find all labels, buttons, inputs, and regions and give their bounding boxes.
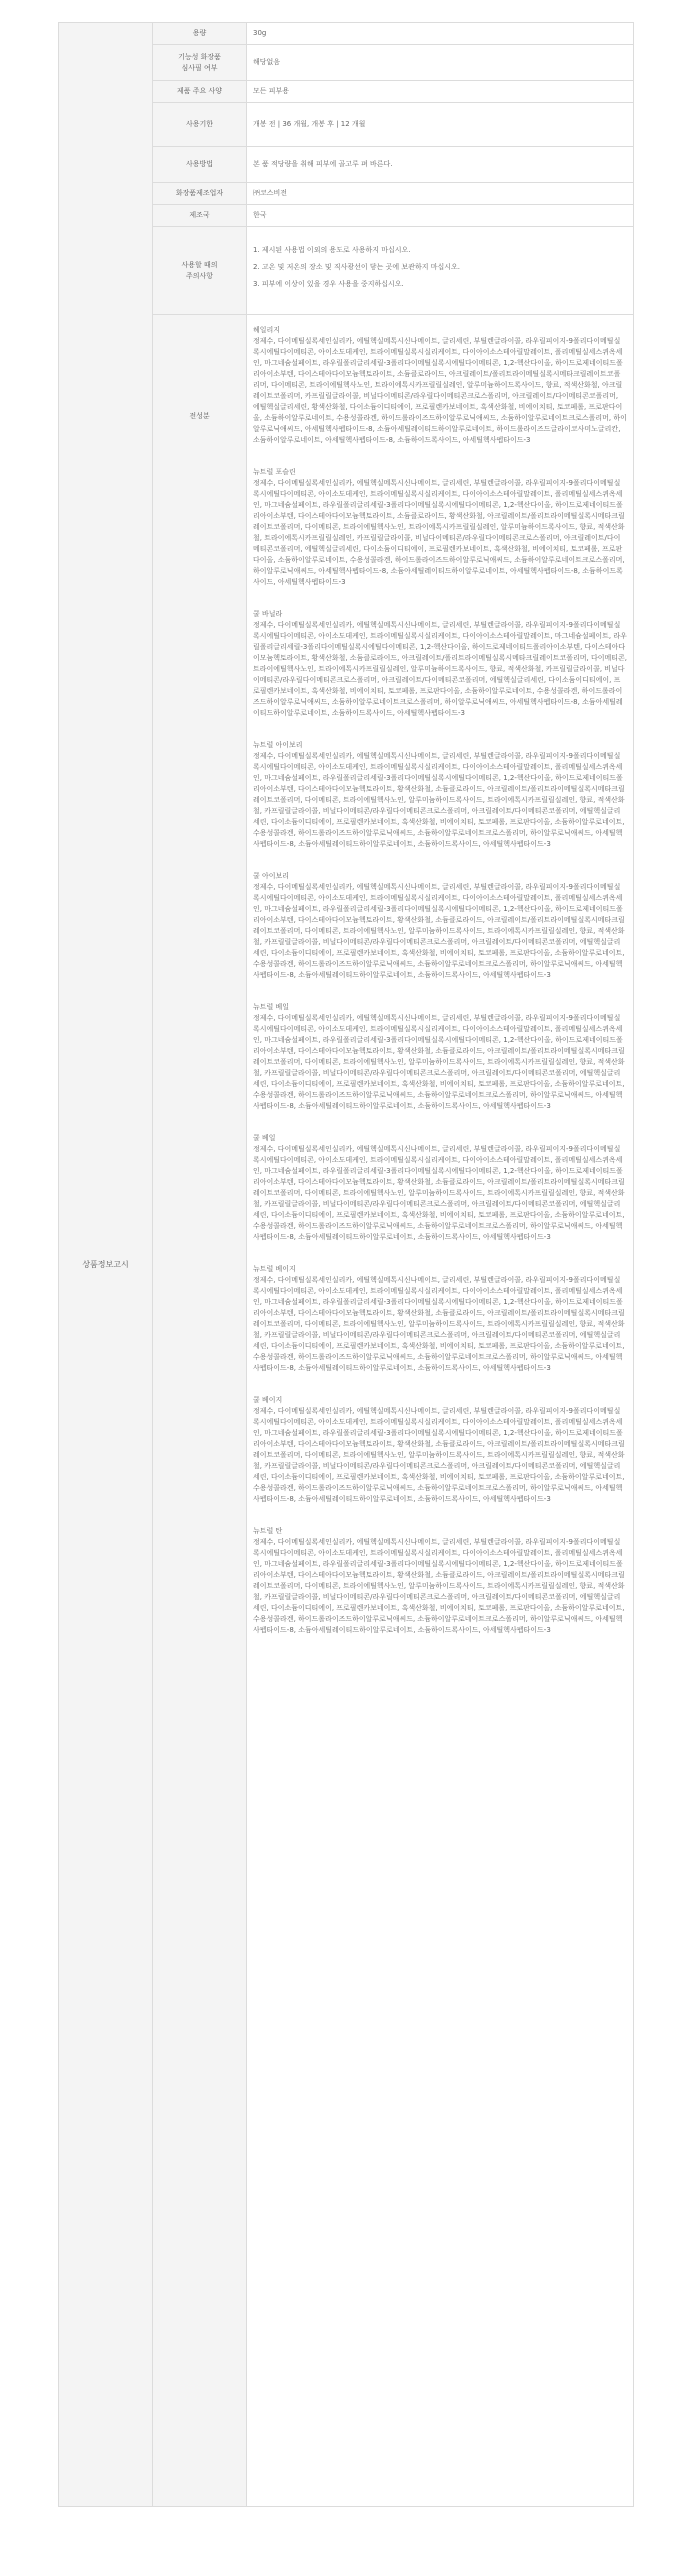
row-value: 본 품 적당량을 취해 피부에 골고루 펴 바른다. (247, 147, 634, 183)
precautions-label: 사용할 때의 주의사항 (181, 260, 218, 280)
ingredients-list (247, 315, 634, 2507)
product-info-table (58, 22, 634, 2507)
row-label: 사용기한 (153, 103, 247, 147)
shade-block (253, 1002, 627, 1112)
shade-block (253, 609, 627, 719)
row-value: 개봉 전 | 36 개월, 개봉 후 | 12 개월 (247, 103, 634, 147)
shade-ingredients: 정제수, 다이메틸실록세인실리카, 에틸헥실메톡시신나메이트, 글리세린, 부틸렌글라이콜, 라우릴피이지-9폴리다이메틸실록시에틸다이메티콘, 아이소도데케인, 트라이메틸실록시실리케이트, 다이아이소스테아릴말레이트, 폴리메틸실세스퀴옥세인, 마그네슘설페이트, 라우릴폴리글리세릴-3폴리다이메틸실록시에틸다이메티콘, 1,2-헥산다이올, 하이드로제네이티드폴리아이소부텐, 다이스테아다이모늄헥토라이트, 황색산화철, 소듐클로라이드, 아크릴레이트/폴리트라이메틸실록시메타크릴레이트코폴리머, 다이메티콘, 트라이에틸헥사노인, 알루미늄하이드록사이드, 트라이에톡시카프릴릴실레인, 향료, 적색산화철, 카프릴릴글라이콜, 비닐다이메티콘/라우릴다이메티콘크로스폴리머, 아크릴레이트/다이메티콘코폴리머, 에틸헥실글리세린, 다이소듐이디티에이, 프로필렌카보네이트, 흑색산화철, 비에이치티, 토코페롤, 프로판다이올, 소듐하이알루로네이트, 수용성콜라겐, 하이드롤라이즈드하이알루로닉애씨드, 소듐하이알루로네이트크로스폴리머, 하이알루로닉애씨드, 아세틸헥사펩타이드-8, 소듐아세틸레이티드하이알루로네이트, 소듐하이드록사이드, 아세틸헥사펩타이드-3 (253, 1407, 625, 1503)
row-label: 용량 (153, 23, 247, 45)
row-label (153, 45, 247, 81)
section-label: 상품정보고시 (59, 23, 153, 2507)
precaution-item: 1. 제시된 사용법 이외의 용도로 사용하지 마십시오. (253, 246, 411, 254)
shade-ingredients: 정제수, 다이메틸실록세인실리카, 에틸헥실메톡시신나메이트, 글리세린, 부틸렌글라이콜, 라우릴피이지-9폴리다이메틸실록시에틸다이메티콘, 아이소도데케인, 트라이메틸실록시실리케이트, 다이아이소스테아릴말레이트, 폴리메틸실세스퀴옥세인, 마그네슘설페이트, 라우릴폴리글리세릴-3폴리다이메틸실록시에틸다이메티콘, 1,2-헥산다이올, 하이드로제네이티드폴리아이소부텐, 다이스테아다이모늄헥토라이트, 황색산화철, 소듐클로라이드, 아크릴레이트/폴리트라이메틸실록시메타크릴레이트코폴리머, 다이메티콘, 트라이에틸헥사노인, 알루미늄하이드록사이드, 트라이에톡시카프릴릴실레인, 향료, 적색산화철, 카프릴릴글라이콜, 비닐다이메티콘/라우릴다이메티콘크로스폴리머, 아크릴레이트/다이메티콘코폴리머, 에틸헥실글리세린, 다이소듐이디티에이, 프로필렌카보네이트, 흑색산화철, 비에이치티, 토코페롤, 프로판다이올, 소듐하이알루로네이트, 수용성콜라겐, 하이드롤라이즈드하이알루로닉애씨드, 소듐하이알루로네이트크로스폴리머, 하이알루로닉애씨드, 아세틸헥사펩타이드-8, 소듐아세틸레이티드하이알루로네이트, 소듐하이드록사이드, 아세틸헥사펩타이드-3 (253, 1276, 625, 1372)
row-label: 전성분 (153, 315, 247, 2507)
shade-name: 뉴트럴 포슬린 (253, 468, 296, 476)
shade-ingredients: 정제수, 다이메틸실록세인실리카, 에틸헥실메톡시신나메이트, 글리세린, 부틸렌글라이콜, 라우릴피이지-9폴리다이메틸실록시에틸다이메티콘, 아이소도데케인, 트라이메틸실록시실리케이트, 다이아이소스테아릴말레이트, 폴리메틸실세스퀴옥세인, 마그네슘설페이트, 라우릴폴리글리세릴-3폴리다이메틸실록시에틸다이메티콘, 1,2-헥산다이올, 하이드로제네이티드폴리아이소부텐, 다이스테아다이모늄헥토라이트, 황색산화철, 소듐클로라이드, 아크릴레이트/폴리트라이메틸실록시메타크릴레이트코폴리머, 다이메티콘, 트라이에틸헥사노인, 알루미늄하이드록사이드, 트라이에톡시카프릴릴실레인, 향료, 적색산화철, 카프릴릴글라이콜, 비닐다이메티콘/라우릴다이메티콘크로스폴리머, 아크릴레이트/다이메티콘코폴리머, 에틸헥실글리세린, 다이소듐이디티에이, 프로필렌카보네이트, 흑색산화철, 비에이치티, 토코페롤, 프로판다이올, 소듐하이알루로네이트, 수용성콜라겐, 하이드롤라이즈드하이알루로닉애씨드, 소듐하이알루로네이트크로스폴리머, 하이알루로닉애씨드, 아세틸헥사펩타이드-8, 소듐아세틸레이티드하이알루로네이트, 소듐하이드록사이드, 아세틸헥사펩타이드-3 (253, 883, 625, 979)
precautions-list (247, 227, 634, 315)
shade-name: 뉴트럴 탄 (253, 1527, 283, 1535)
shade-block (253, 325, 627, 446)
shade-ingredients: 정제수, 다이메틸실록세인실리카, 에틸헥실메톡시신나메이트, 글리세린, 부틸렌글라이콜, 라우릴피이지-9폴리다이메틸실록시에틸다이메티콘, 아이소도데케인, 트라이메틸실록시실리케이트, 다이아이소스테아릴말레이트, 폴리메틸실세스퀴옥세인, 마그네슘설페이트, 라우릴폴리글리세릴-3폴리다이메틸실록시에틸다이메티콘, 1,2-헥산다이올, 하이드로제네이티드폴리아이소부텐, 다이스테아다이모늄헥토라이트, 황색산화철, 소듐클로라이드, 아크릴레이트/폴리트라이메틸실록시메타크릴레이트코폴리머, 다이메티콘, 트라이에틸헥사노인, 알루미늄하이드록사이드, 트라이에톡시카프릴릴실레인, 향료, 적색산화철, 카프릴릴글라이콜, 비닐다이메티콘/라우릴다이메티콘크로스폴리머, 아크릴레이트/다이메티콘코폴리머, 에틸헥실글리세린, 다이소듐이디티에이, 프로필렌카보네이트, 흑색산화철, 비에이치티, 토코페롤, 프로판다이올, 소듐하이알루로네이트, 수용성콜라겐, 하이드롤라이즈드하이알루로닉애씨드, 소듐하이알루로네이트크로스폴리머, 하이알루로닉애씨드, 아세틸헥사펩타이드-8, 소듐아세틸레이티드하이알루로네이트, 소듐하이드록사이드, 아세틸헥사펩타이드-3 (253, 1538, 625, 1634)
shade-ingredients: 정제수, 다이메틸실록세인실리카, 에틸헥실메톡시신나메이트, 글리세린, 부틸렌글라이콜, 라우릴피이지-9폴리다이메틸실록시에틸다이메티콘, 아이소도데케인, 트라이메틸실록시실리케이트, 다이아이소스테아릴말레이트, 마그네슘설페이트, 라우릴폴리글리세릴-3폴리다이메틸실록시에틸다이메티콘, 1,2-헥산다이올, 하이드로제네이티드폴리아이소부텐, 다이스테아다이모늄헥토라이트, 황색산화철, 소듐클로라이드, 아크릴레이트/폴리트라이메틸실록시메타크릴레이트코폴리머, 다이메티콘, 트라이에틸헥사노인, 트라이에톡시카프릴릴실레인, 알루미늄하이드록사이드, 향료, 적색산화철, 카프릴릴글라이콜, 비닐다이메티콘/라우릴다이메티콘크로스폴리머, 아크릴레이트/다이메티콘코폴리머, 에틸헥실글리세린, 다이소듐이디티에이, 프로필렌카보네이트, 흑색산화철, 비에이치티, 토코페롤, 프로판다이올, 소듐하이알루로네이트, 수용성콜라겐, 하이드롤라이즈드하이알루로닉애씨드, 소듐하이알루로네이트크로스폴리머, 하이알루로닉애씨드, 아세틸헥사펩타이드-8, 소듐아세틸레이티드하이알루로네이트, 소듐하이드록사이드, 아세틸헥사펩타이드-3 (253, 621, 628, 717)
precaution-item: 3. 피부에 이상이 있을 경우 사용을 중지하십시오. (253, 280, 404, 288)
row-label: 화장품제조업자 (153, 183, 247, 205)
row-value: ㈜코스비전 (247, 183, 634, 205)
row-label: 사용방법 (153, 147, 247, 183)
shade-name: 뉴트럴 베이지 (253, 1265, 296, 1273)
shade-block (253, 1526, 627, 1636)
row-value: 모든 피부용 (247, 81, 634, 103)
shade-block (253, 1395, 627, 1505)
shade-ingredients: 정제수, 다이메틸실록세인실리카, 에틸헥실메톡시신나메이트, 글리세린, 부틸렌글라이콜, 라우릴피이지-9폴리다이메틸실록시에틸다이메티콘, 아이소도데케인, 트라이메틸실록시실리케이트, 다이아이소스테아릴말레이트, 폴리메틸실세스퀴옥세인, 마그네슘설페이트, 라우릴폴리글리세릴-3폴리다이메틸실록시에틸다이메티콘, 1,2-헥산다이올, 하이드로제네이티드폴리아이소부텐, 다이스테아다이모늄헥토라이트, 소듐클로라이드, 황색산화철, 아크릴레이트/폴리트라이메틸실록시메타크릴레이트코폴리머, 다이메티콘, 트라이에틸헥사노인, 트라이에톡시카프릴릴실레인, 알루미늄하이드록사이드, 향료, 적색산화철, 트라이에톡시카프릴릴실레인, 카프릴릴글라이콜, 비닐다이메티콘/라우릴다이메티콘크로스폴리머, 아크릴레이트/다이메티콘코폴리머, 에틸헥실글리세린, 다이소듐이디티에이, 프로필렌카보네이트, 흑색산화철, 비에이치티, 토코페롤, 프로판다이올, 소듐하이알루로네이트, 수용성콜라겐, 하이드롤라이즈드하이알루로닉애씨드, 소듐하이알루로네이트크로스폴리머, 하이알루로닉애씨드, 아세틸헥사펩타이드-8, 소듐아세틸레이티드하이알루로네이트, 아세틸헥사펩타이드-8, 소듐하이드록사이드, 아세틸헥사펩타이드-3 (253, 479, 625, 586)
shade-name: 뉴트럴 아이보리 (253, 741, 303, 749)
row-label: 제품 주요 사양 (153, 81, 247, 103)
shade-name: 헤일리지 (253, 326, 281, 334)
shade-ingredients: 정제수, 다이메틸실록세인실리카, 에틸헥실메톡시신나메이트, 글리세린, 부틸렌글라이콜, 라우릴피이지-9폴리다이메틸실록시에틸다이메티콘, 아이소도데케인, 트라이메틸실록시실리케이트, 다이아이소스테아릴말레이트, 폴리메틸실세스퀴옥세인, 마그네슘설페이트, 라우릴폴리글리세릴-3폴리다이메틸실록시에틸다이메티콘, 1,2-헥산다이올, 하이드로제네이티드폴리아이소부텐, 다이스테아다이모늄헥토라이트, 황색산화철, 소듐클로라이드, 아크릴레이트/폴리트라이메틸실록시메타크릴레이트코폴리머, 다이메티콘, 트라이에틸헥사노인, 알루미늄하이드록사이드, 트라이에톡시카프릴릴실레인, 향료, 적색산화철, 카프릴릴글라이콜, 비닐다이메티콘/라우릴다이메티콘크로스폴리머, 아크릴레이트/다이메티콘코폴리머, 에틸헥실글리세린, 다이소듐이디티에이, 프로필렌카보네이트, 흑색산화철, 비에이치티, 토코페롤, 프로판다이올, 소듐하이알루로네이트, 수용성콜라겐, 하이드롤라이즈드하이알루로닉애씨드, 소듐하이알루로네이트크로스폴리머, 하이알루로닉애씨드, 아세틸헥사펩타이드-8, 소듐아세틸레이티드하이알루로네이트, 소듐하이드록사이드, 아세틸헥사펩타이드-3 (253, 1145, 625, 1241)
row-value: 한국 (247, 205, 634, 227)
shade-block (253, 467, 627, 588)
shade-name: 뉴트럴 베일 (253, 1003, 290, 1011)
product-info-notice (58, 22, 628, 2538)
row-label-text: 기능성 화장품 심사필 여부 (178, 52, 221, 72)
shade-block (253, 740, 627, 850)
info-row-volume (59, 23, 634, 45)
shade-name: 쿨 바닐라 (253, 610, 283, 618)
shade-block (253, 1264, 627, 1374)
shade-ingredients: 정제수, 다이메틸실록세인실리카, 에틸헥실메톡시신나메이트, 글리세린, 부틸렌글라이콜, 라우릴피이지-9폴리다이메틸실록시에틸다이메티콘, 아이소도데케인, 트라이메틸실록시실리케이트, 다이아이소스테아릴말레이트, 폴리메틸실세스퀴옥세인, 마그네슘설페이트, 라우릴폴리글리세릴-3폴리다이메틸실록시에틸다이메티콘, 1,2-헥산다이올, 하이드로제네이티드폴리아이소부텐, 다이스테아다이모늄헥토라이트, 황색산화철, 소듐클로라이드, 아크릴레이트/폴리트라이메틸실록시메타크릴레이트코폴리머, 다이메티콘, 트라이에틸헥사노인, 알루미늄하이드록사이드, 트라이에톡시카프릴릴실레인, 향료, 적색산화철, 카프릴릴글라이콜, 비닐다이메티콘/라우릴다이메티콘크로스폴리머, 아크릴레이트/다이메티콘코폴리머, 에틸헥실글리세린, 다이소듐이디티에이, 프로필렌카보네이트, 흑색산화철, 비에이치티, 토코페롤, 프로판다이올, 소듐하이알루로네이트, 수용성콜라겐, 하이드롤라이즈드하이알루로닉애씨드, 소듐하이알루로네이트크로스폴리머, 하이알루로닉애씨드, 아세틸헥사펩타이드-8, 소듐아세틸레이티드하이알루로네이트, 소듐하이드록사이드, 아세틸헥사펩타이드-3 (253, 752, 625, 848)
row-label: 제조국 (153, 205, 247, 227)
shade-block (253, 1133, 627, 1243)
shade-name: 쿨 베일 (253, 1134, 276, 1142)
shade-ingredients: 정제수, 다이메틸실록세인실리카, 에틸헥실메톡시신나메이트, 글리세린, 부틸렌글라이콜, 라우릴피이지-9폴리다이메틸실록시에틸다이메티콘, 아이소도데케인, 트라이메틸실록시실리케이트, 다이아이소스테아릴말레이트, 폴리메틸실세스퀴옥세인, 마그네슘설페이트, 라우릴폴리글리세릴-3폴리다이메틸실록시에틸다이메티콘, 1,2-헥산다이올, 하이드로제네이티드폴리아이소부텐, 다이스테아다이모늄헥토라이트, 황색산화철, 소듐클로라이드, 아크릴레이트/폴리트라이메틸실록시메타크릴레이트코폴리머, 다이메티콘, 트라이에틸헥사노인, 알루미늄하이드록사이드, 트라이에톡시카프릴릴실레인, 향료, 적색산화철, 카프릴릴글라이콜, 비닐다이메티콘/라우릴다이메티콘크로스폴리머, 아크릴레이트/다이메티콘코폴리머, 에틸헥실글리세린, 다이소듐이디티에이, 프로필렌카보네이트, 흑색산화철, 비에이치티, 토코페롤, 프로판다이올, 소듐하이알루로네이트, 수용성콜라겐, 하이드롤라이즈드하이알루로닉애씨드, 소듐하이알루로네이트크로스폴리머, 하이알루로닉애씨드, 아세틸헥사펩타이드-8, 소듐아세틸레이티드하이알루로네이트, 소듐하이드록사이드, 아세틸헥사펩타이드-3 (253, 1014, 625, 1110)
shade-name: 쿨 아이보리 (253, 872, 290, 880)
row-value: 해당없음 (247, 45, 634, 81)
shade-ingredients: 정제수, 다이메틸실록세인실리카, 에틸헥실메톡시신나메이트, 글리세린, 부틸렌글라이콜, 라우릴피이지-9폴리다이메틸실록시에틸다이메티콘, 아이소도데케인, 트라이메틸실록시실리케이트, 다이아이소스테아릴말레이트, 폴리메틸실세스퀴옥세인, 마그네슘설페이트, 라우릴폴리글리세릴-3폴리다이메틸실록시에틸다이메티콘, 1,2-헥산다이올, 하이드로제네이티드폴리아이소부텐, 다이스테아다이모늄헥토라이트, 소듐클로라이드, 아크릴레이트/폴리트라이메틸실록시메타크릴레이트코폴리머, 다이메티콘, 트라이에틸헥사노인, 트라이에톡시카프릴릴실레인, 알루미늄하이드록사이드, 향료, 적색산화철, 아크릴레이트코폴리머, 카프릴릴글라이콜, 비닐다이메티콘/라우릴다이메티콘크로스폴리머, 아크릴레이트/다이메티콘코폴리머, 에틸헥실글리세린, 황색산화철, 다이소듐이디티에이, 프로필렌카보네이트, 흑색산화철, 비에이치티, 토코페롤, 프로판다이올, 소듐하이알루로네이트, 수용성콜라겐, 하이드롤라이즈드하이알루로닉애씨드, 소듐하이알루로네이트크로스폴리머, 하이알루로닉애씨드, 아세틸헥사펩타이드-8, 소듐아세틸레이티드하이알루로네이트, 하이드롤라이즈드글라이코사미노글리칸, 소듐하이알루로네이트, 아세틸헥사펩타이드-8, 소듐하이드록사이드, 아세틸헥사펩타이드-3 (253, 337, 627, 444)
shade-name: 쿨 베이지 (253, 1396, 283, 1404)
row-value: 30g (247, 23, 634, 45)
precaution-item: 2. 고온 및 저온의 장소 및 직사광선이 닿는 곳에 보관하지 마십시오. (253, 263, 460, 271)
row-label (153, 227, 247, 315)
shade-block (253, 871, 627, 981)
